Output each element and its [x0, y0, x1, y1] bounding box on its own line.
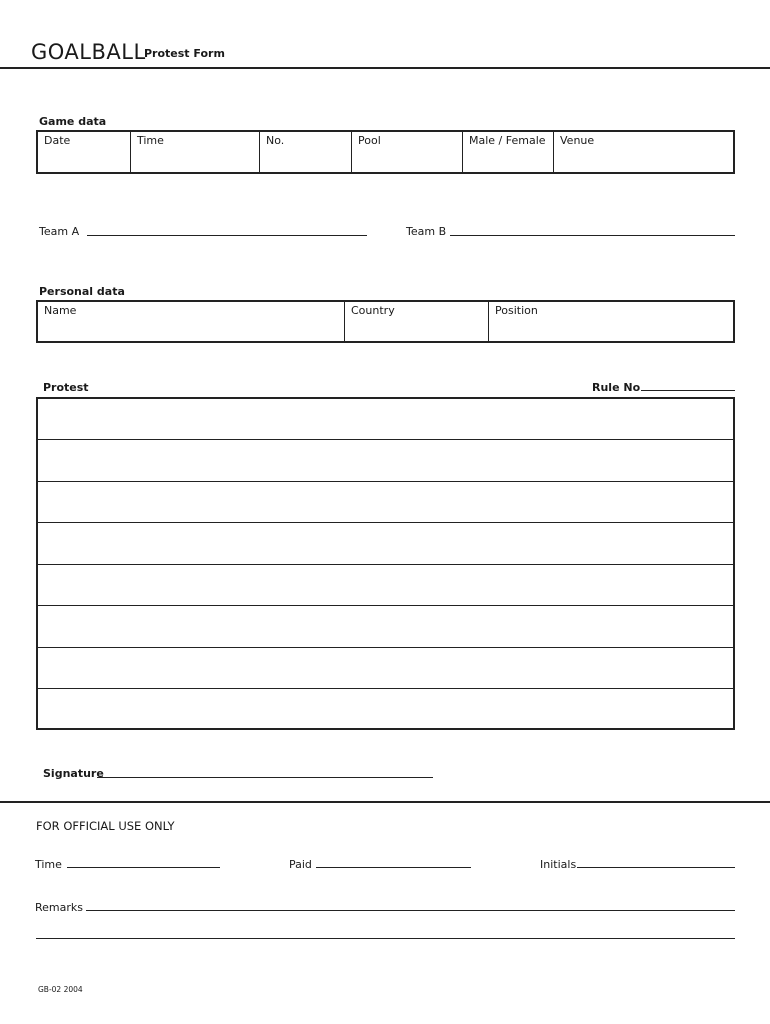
- personal-data-table: [36, 300, 735, 343]
- game-date-label: Date: [44, 134, 71, 147]
- personal-data-heading: Personal data: [39, 285, 125, 298]
- team-a-label: Team A: [39, 225, 80, 238]
- game-pool-label: Pool: [358, 134, 381, 147]
- signature-field[interactable]: [97, 777, 433, 778]
- form-code: GB-02 2004: [38, 985, 83, 994]
- game-gender-label: Male / Female: [469, 134, 546, 147]
- team-b-label: Team B: [406, 225, 447, 238]
- team-a-field[interactable]: [87, 235, 367, 236]
- position-field[interactable]: [488, 302, 733, 341]
- country-field[interactable]: [344, 302, 488, 341]
- form-title: Protest Form: [144, 47, 225, 60]
- protest-line: [38, 481, 733, 482]
- official-heading: FOR OFFICIAL USE ONLY: [36, 819, 175, 833]
- game-number-label: No.: [266, 134, 285, 147]
- header-rule: [0, 67, 770, 69]
- country-label: Country: [351, 304, 395, 317]
- game-data-table: [36, 130, 735, 174]
- official-divider: [0, 801, 770, 803]
- name-label: Name: [44, 304, 77, 317]
- game-date-field[interactable]: [38, 132, 130, 172]
- protest-line: [38, 688, 733, 689]
- remarks-field[interactable]: [86, 910, 735, 911]
- protest-line: [38, 522, 733, 523]
- game-gender-field[interactable]: [462, 132, 553, 172]
- rule-no-label: Rule No: [592, 381, 641, 394]
- protest-heading: Protest: [43, 381, 89, 394]
- remarks-label: Remarks: [35, 901, 83, 914]
- official-time-field[interactable]: [67, 867, 220, 868]
- remarks-field-line-2[interactable]: [36, 938, 735, 939]
- rule-no-field[interactable]: [641, 390, 735, 391]
- position-label: Position: [495, 304, 538, 317]
- game-venue-field[interactable]: [553, 132, 733, 172]
- protest-line: [38, 605, 733, 606]
- name-field[interactable]: [38, 302, 344, 341]
- game-time-label: Time: [137, 134, 164, 147]
- brand-title: GOALBALL: [31, 40, 146, 64]
- game-number-field[interactable]: [259, 132, 351, 172]
- paid-field[interactable]: [316, 867, 471, 868]
- protest-text-box[interactable]: [36, 397, 735, 730]
- initials-label: Initials: [540, 858, 577, 871]
- protest-line: [38, 647, 733, 648]
- initials-field[interactable]: [577, 867, 735, 868]
- game-pool-field[interactable]: [351, 132, 462, 172]
- official-time-label: Time: [35, 858, 62, 871]
- game-venue-label: Venue: [560, 134, 595, 147]
- team-b-field[interactable]: [450, 235, 735, 236]
- game-data-heading: Game data: [39, 115, 107, 128]
- signature-label: Signature: [43, 767, 104, 780]
- protest-line: [38, 439, 733, 440]
- game-time-field[interactable]: [130, 132, 259, 172]
- protest-line: [38, 564, 733, 565]
- paid-label: Paid: [289, 858, 312, 871]
